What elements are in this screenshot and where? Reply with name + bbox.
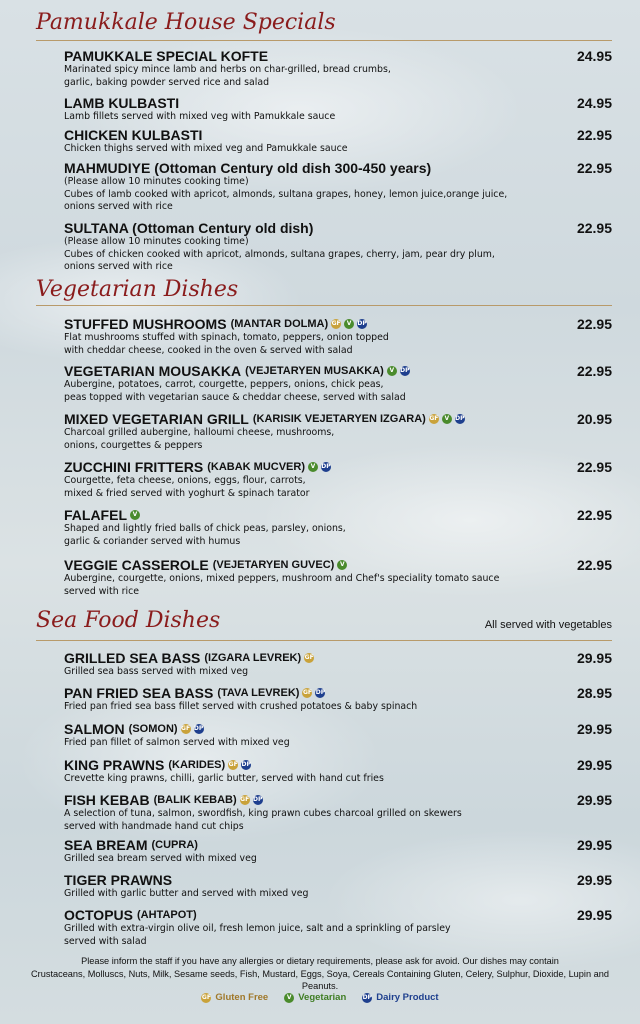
- item-price: 29.95: [576, 757, 612, 773]
- item-name: VEGETARIAN MOUSAKKA: [64, 363, 242, 379]
- legend-label: Vegetarian: [298, 992, 347, 1003]
- item-price: 22.95: [576, 459, 612, 475]
- section-divider: [36, 640, 612, 641]
- dairy-product-icon: DP: [241, 761, 251, 768]
- vegetarian-icon: V: [284, 993, 294, 1003]
- item-name-row: [64, 685, 612, 701]
- item-turkish-name: (VEJETARYEN MUSAKKA): [245, 365, 384, 377]
- item-description: Lamb fillets served with mixed veg with Pamukkale sauce: [64, 111, 336, 122]
- item-turkish-name: (AHTAPOT): [136, 909, 197, 921]
- menu-item: [64, 685, 612, 714]
- menu-item: [64, 459, 612, 500]
- item-price: 20.95: [576, 411, 612, 427]
- item-name-row: [64, 792, 612, 808]
- item-price: 24.95: [576, 48, 612, 64]
- menu-item: [64, 316, 612, 357]
- item-name-row: [64, 459, 612, 475]
- legend-label: Gluten Free: [215, 992, 269, 1003]
- item-name: PAN FRIED SEA BASS: [64, 685, 214, 701]
- item-name-row: [64, 160, 612, 176]
- legend-vegetarian: [284, 992, 346, 1003]
- item-description: Aubergine, potatoes, carrot, courgette, peppers, onions, chick peas, peas topped with vegetarian sauce & cheddar cheese, served with salad: [64, 379, 406, 403]
- item-name-row: [64, 557, 612, 573]
- item-turkish-name: (CUPRA): [151, 839, 198, 851]
- menu-item: [64, 127, 612, 156]
- legend-gluten-free: [201, 992, 268, 1003]
- menu-item: [64, 907, 612, 948]
- gluten-free-icon: GF: [302, 689, 312, 696]
- item-description: Fried pan fillet of salmon served with mixed veg: [64, 737, 290, 748]
- item-price: 22.95: [576, 127, 612, 143]
- item-description: Chicken thighs served with mixed veg and Pamukkale sauce: [64, 143, 348, 154]
- dairy-product-icon: DP: [193, 725, 204, 732]
- item-name: PAMUKKALE SPECIAL KOFTE: [64, 48, 269, 64]
- item-name-row: [64, 650, 612, 666]
- dairy-product-icon: DP: [315, 689, 326, 696]
- dietary-legend: [0, 992, 640, 1003]
- vegetarian-icon: V: [442, 414, 452, 424]
- item-name: OCTOPUS: [64, 907, 133, 923]
- section-title: Sea Food Dishes: [36, 608, 221, 633]
- item-name: KING PRAWNS: [64, 757, 165, 773]
- item-name-row: [64, 316, 612, 332]
- item-name: FALAFEL: [64, 507, 127, 523]
- menu-item: [64, 160, 612, 214]
- item-name: SEA BREAM: [64, 837, 148, 853]
- section-title: Vegetarian Dishes: [36, 277, 239, 302]
- item-price: 22.95: [576, 316, 612, 332]
- menu-item: [64, 792, 612, 833]
- dairy-product-icon: DP: [455, 415, 465, 422]
- menu-item: [64, 872, 612, 901]
- item-name: VEGGIE CASSEROLE: [64, 557, 209, 573]
- menu-item: [64, 557, 612, 598]
- item-description: Grilled with garlic butter and served with mixed veg: [64, 888, 309, 899]
- item-name: LAMB KULBASTI: [64, 95, 180, 111]
- gluten-free-icon: GF: [228, 761, 238, 768]
- section-title: Pamukkale House Specials: [36, 10, 336, 35]
- legend-dairy-product: [362, 992, 438, 1003]
- item-description: Marinated spicy mince lamb and herbs on char-grilled, bread crumbs, garlic, baking powder served rice and salad: [64, 64, 391, 88]
- dairy-product-icon: DP: [400, 367, 410, 374]
- vegetarian-icon: V: [344, 319, 354, 329]
- gluten-free-icon: GF: [304, 654, 314, 661]
- item-name-row: [64, 721, 612, 737]
- item-price: 22.95: [576, 507, 612, 523]
- item-description: (Please allow 10 minutes cooking time) Cubes of lamb cooked with apricot, almonds, sultana grapes, honey, lemon juice,orange juice, onions served with rice: [64, 176, 508, 212]
- item-description: Shaped and lightly fried balls of chick peas, parsley, onions, garlic & coriander served with humus: [64, 523, 346, 547]
- menu-item: [64, 507, 612, 548]
- allergy-line: Please inform the staff if you have any allergies or dietary requirements, please ask for avoid. Our dishes may contain: [81, 956, 559, 966]
- item-name: GRILLED SEA BASS: [64, 650, 201, 666]
- item-description: Courgette, feta cheese, onions, eggs, flour, carrots, mixed & fried served with yoghurt & spinach tarator: [64, 475, 310, 499]
- item-description: (Please allow 10 minutes cooking time) Cubes of chicken cooked with apricot, almonds, sultana grapes, cherry, jam, pear dry plum, onions served with rice: [64, 236, 495, 272]
- item-name-row: [64, 48, 612, 64]
- item-price: 29.95: [576, 792, 612, 808]
- item-turkish-name: (IZGARA LEVREK): [204, 652, 302, 664]
- item-description: A selection of tuna, salmon, swordfish, king prawn cubes charcoal grilled on skewers served with handmade hand cut chips: [64, 808, 462, 832]
- item-name: MAHMUDIYE (Ottoman Century old dish 300-450 years): [64, 160, 432, 176]
- section-divider: [36, 305, 612, 306]
- allergy-line: Crustaceans, Molluscs, Nuts, Milk, Sesame seeds, Fish, Mustard, Eggs, Soya, Cereals Containing Gluten, Celery, Sulphur, Dioxide, Lupin and Peanuts.: [31, 968, 609, 991]
- item-name: STUFFED MUSHROOMS: [64, 316, 227, 332]
- item-name-row: [64, 907, 612, 923]
- item-description: Grilled sea bream served with mixed veg: [64, 853, 257, 864]
- item-name-row: [64, 411, 612, 427]
- item-name: FISH KEBAB: [64, 792, 150, 808]
- item-turkish-name: (VEJETARYEN GUVEC): [212, 559, 335, 571]
- dairy-product-icon: DP: [362, 994, 372, 1001]
- gluten-free-icon: GF: [201, 994, 211, 1001]
- vegetarian-icon: V: [337, 560, 347, 570]
- menu-item: [64, 95, 612, 124]
- item-name: TIGER PRAWNS: [64, 872, 173, 888]
- menu-item: [64, 48, 612, 89]
- item-price: 22.95: [576, 363, 612, 379]
- item-description: Fried pan fried sea bass fillet served with crushed potatoes & baby spinach: [64, 701, 418, 712]
- menu-item: [64, 721, 612, 750]
- menu-item: [64, 363, 612, 404]
- item-price: 29.95: [576, 650, 612, 666]
- item-turkish-name: (SOMON): [128, 723, 178, 735]
- menu-item: [64, 837, 612, 866]
- vegetarian-icon: V: [308, 462, 318, 472]
- legend-label: Dairy Product: [376, 992, 439, 1003]
- menu-item: [64, 650, 612, 679]
- item-name: ZUCCHINI FRITTERS: [64, 459, 204, 475]
- gluten-free-icon: GF: [240, 796, 250, 803]
- item-price: 29.95: [576, 837, 612, 853]
- item-price: 22.95: [576, 220, 612, 236]
- menu-item: [64, 757, 612, 786]
- item-name-row: [64, 507, 612, 523]
- item-price: 28.95: [576, 685, 612, 701]
- item-price: 22.95: [576, 160, 612, 176]
- gluten-free-icon: GF: [429, 415, 439, 422]
- item-name-row: [64, 95, 612, 111]
- section-divider: [36, 40, 612, 41]
- vegetarian-icon: V: [130, 510, 140, 520]
- item-turkish-name: (MANTAR DOLMA): [230, 318, 329, 330]
- dairy-product-icon: DP: [357, 320, 367, 327]
- item-price: 29.95: [576, 721, 612, 737]
- item-name: CHICKEN KULBASTI: [64, 127, 203, 143]
- item-price: 24.95: [576, 95, 612, 111]
- item-name-row: [64, 757, 612, 773]
- item-price: 29.95: [576, 872, 612, 888]
- item-description: Grilled with extra-virgin olive oil, fresh lemon juice, salt and a sprinkling of parsley served with salad: [64, 923, 451, 947]
- item-turkish-name: (BALIK KEBAB): [153, 794, 237, 806]
- gluten-free-icon: GF: [181, 725, 191, 732]
- dairy-product-icon: DP: [252, 796, 263, 803]
- item-name-row: [64, 872, 612, 888]
- item-description: Flat mushrooms stuffed with spinach, tomato, peppers, onion topped with cheddar cheese, cooked in the oven & served with salad: [64, 332, 389, 356]
- item-turkish-name: (KARISIK VEJETARYEN IZGARA): [252, 413, 426, 425]
- item-name-row: [64, 127, 612, 143]
- item-price: 22.95: [576, 557, 612, 573]
- vegetarian-icon: V: [387, 366, 397, 376]
- section-note: All served with vegetables: [484, 619, 612, 631]
- item-name: MIXED VEGETARIAN GRILL: [64, 411, 249, 427]
- item-turkish-name: (KARIDES): [168, 759, 226, 771]
- item-description: Crevette king prawns, chilli, garlic butter, served with hand cut fries: [64, 773, 384, 784]
- dairy-product-icon: DP: [321, 463, 331, 470]
- item-name-row: [64, 220, 612, 236]
- menu-item: [64, 220, 612, 274]
- item-name-row: [64, 837, 612, 853]
- item-description: Aubergine, courgette, onions, mixed peppers, mushroom and Chef's speciality tomato sauce served with rice: [64, 573, 500, 597]
- item-turkish-name: (TAVA LEVREK): [217, 687, 300, 699]
- item-description: Charcoal grilled aubergine, halloumi cheese, mushrooms, onions, courgettes & peppers: [64, 427, 335, 451]
- item-name: SULTANA (Ottoman Century old dish): [64, 220, 314, 236]
- gluten-free-icon: GF: [331, 320, 341, 327]
- item-name: SALMON: [64, 721, 125, 737]
- item-description: Grilled sea bass served with mixed veg: [64, 666, 249, 677]
- item-name-row: [64, 363, 612, 379]
- allergy-notice: [20, 955, 620, 993]
- menu-item: [64, 411, 612, 452]
- item-price: 29.95: [576, 907, 612, 923]
- item-turkish-name: (KABAK MUCVER): [207, 461, 305, 473]
